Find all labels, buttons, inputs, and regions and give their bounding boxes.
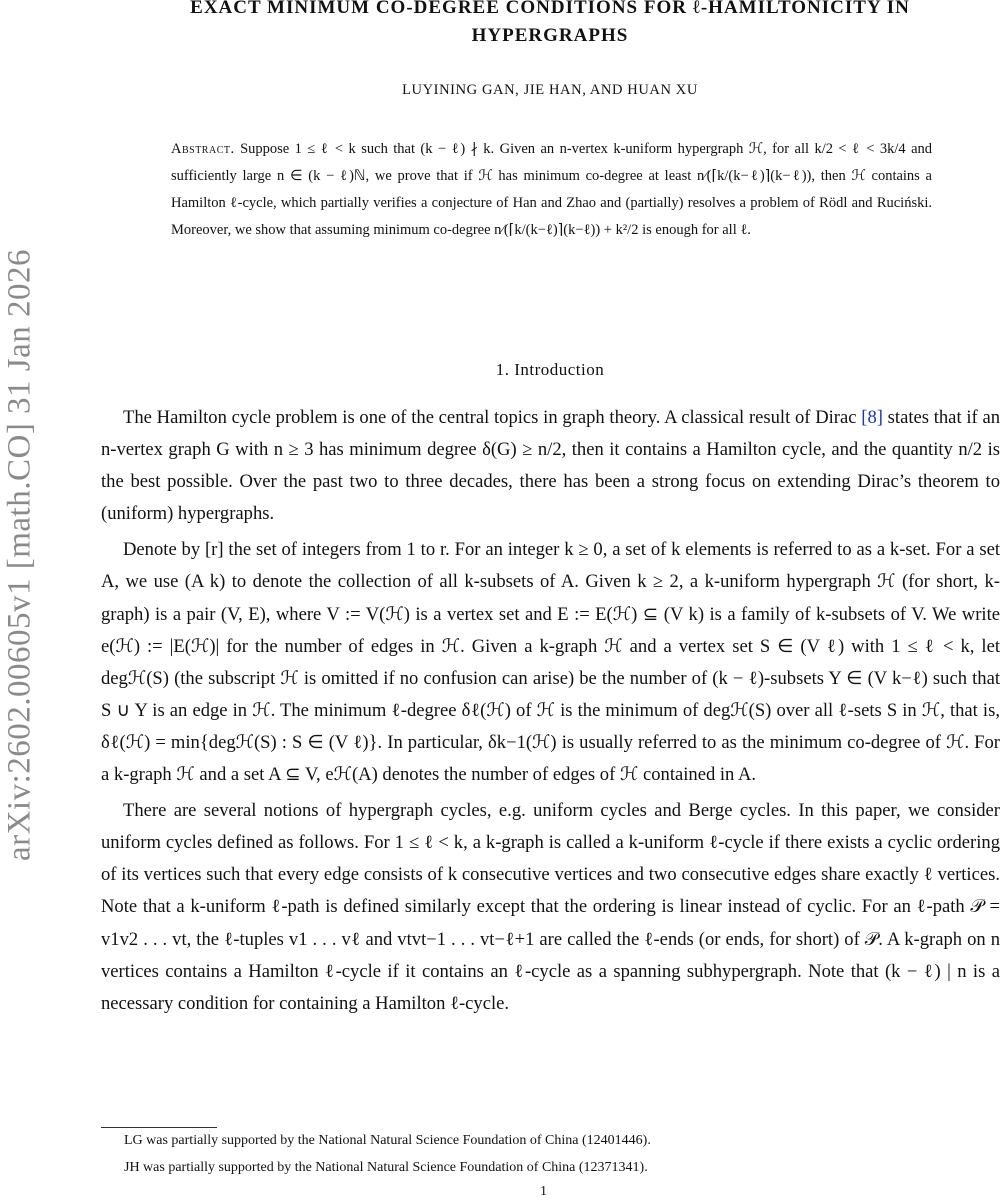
paragraph-2: Denote by [r] the set of integers from 1 to r. For an integer k ≥ 0, a set of k elements is referred to as a k-set. For a set A, we use (A k) to denote the collection of all k-subsets of A. Given k ≥ 2, a k-uniform hypergraph ℋ (for short, k-graph) is a pair (V, E), where V := V(ℋ) is a vertex set and E := E(ℋ) ⊆ (V k) is a family of k-subsets of V. We write e(ℋ) := |E(ℋ)| for the number of edges in ℋ. Given a k-graph ℋ and a vertex set S ∈ (V ℓ) with 1 ≤ ℓ < k, let degℋ(S) (the subscript ℋ is omitted if no confusion can arise) be the number of (k − ℓ)-subsets Y ∈ (V k−ℓ) such that S ∪ Y is an edge in ℋ. The minimum ℓ-degree δℓ(ℋ) of ℋ is the minimum of degℋ(S) over all ℓ-sets S in ℋ, that is, δℓ(ℋ) = min{degℋ(S) : S ∈ (V ℓ)}. In particular, δk−1(ℋ) is usually referred to as the minimum co-degree of ℋ. For a k-graph ℋ and a set A ⊆ V, eℋ(A) denotes the number of edges of ℋ contained in A. <box>101 539 1000 786</box>
footnote-divider <box>101 1127 217 1128</box>
citation-link[interactable]: [8] <box>861 407 883 428</box>
arxiv-stamp <box>2 205 38 905</box>
abstract-text: Suppose 1 ≤ ℓ < k such that (k − ℓ) ∤ k. Given an n-vertex k-uniform hypergraph ℋ, for all k/2 < ℓ < 3k/4 and sufficiently large n ∈ (k − ℓ)ℕ, we prove that if ℋ has minimum co-degree at least n⁄(⌈k/(k−ℓ)⌉(k−ℓ)), then ℋ contains a Hamilton ℓ-cycle, which partially verifies a conjecture of Han and Zhao and (partially) resolves a problem of Rödl and Ruciński. Moreover, we show that assuming minimum co-degree n⁄(⌈k/(k−ℓ)⌉(k−ℓ)) + k²/2 is enough for all ℓ. <box>171 141 933 238</box>
page-number: 1 <box>540 1184 547 1199</box>
body-text <box>101 402 1000 1024</box>
paragraph-1 <box>101 402 1000 530</box>
paragraph-1-text-b: states that if an n-vertex graph G with n ≥ 3 has minimum degree δ(G) ≥ n/2, then it contains a Hamilton cycle, and the quantity n/2 is the best possible. Over the past two to three decades, there has been a strong focus on extending Dirac’s theorem to (uniform) hypergraphs. <box>101 407 1000 525</box>
paper-title-line-2: HYPERGRAPHS <box>471 25 629 46</box>
abstract <box>171 136 932 244</box>
section-heading: 1. Introduction <box>495 360 605 379</box>
paragraph-1-text-a: The Hamilton cycle problem is one of the central topics in graph theory. A classical result of Dirac <box>123 407 862 428</box>
abstract-label: Abstract. <box>171 141 235 157</box>
author-list: LUYINING GAN, JIE HAN, AND HUAN XU <box>402 82 698 98</box>
arxiv-stamp-text: arXiv:2602.00605v1 [math.CO] 31 Jan 2026 <box>1 248 38 862</box>
paragraph-3: There are several notions of hypergraph cycles, e.g. uniform cycles and Berge cycles. In this paper, we consider uniform cycles defined as follows. For 1 ≤ ℓ < k, a k-graph is called a k-uniform ℓ-cycle if there exists a cyclic ordering of its vertices such that every edge consists of k consecutive vertices and two consecutive edges share exactly ℓ vertices. Note that a k-uniform ℓ-path is defined similarly except that the ordering is linear instead of cyclic. For an ℓ-path 𝒫 = v1v2 . . . vt, the ℓ-tuples v1 . . . vℓ and vtvt−1 . . . vt−ℓ+1 are called the ℓ-ends (or ends, for short) of 𝒫. A k-graph on n vertices contains a Hamilton ℓ-cycle if it contains an ℓ-cycle as a spanning subhypergraph. Note that (k − ℓ) | n is a necessary condition for containing a Hamilton ℓ-cycle. <box>101 800 1000 1014</box>
paper-title-line-1: EXACT MINIMUM CO-DEGREE CONDITIONS FOR ℓ-HAMILTONICITY IN <box>190 0 910 18</box>
footnote-lg: LG was partially supported by the National Natural Science Foundation of China (12401446). <box>124 1133 651 1148</box>
paper-title <box>100 0 1000 50</box>
footnote-jh: JH was partially supported by the National Natural Science Foundation of China (12371341). <box>124 1160 648 1175</box>
